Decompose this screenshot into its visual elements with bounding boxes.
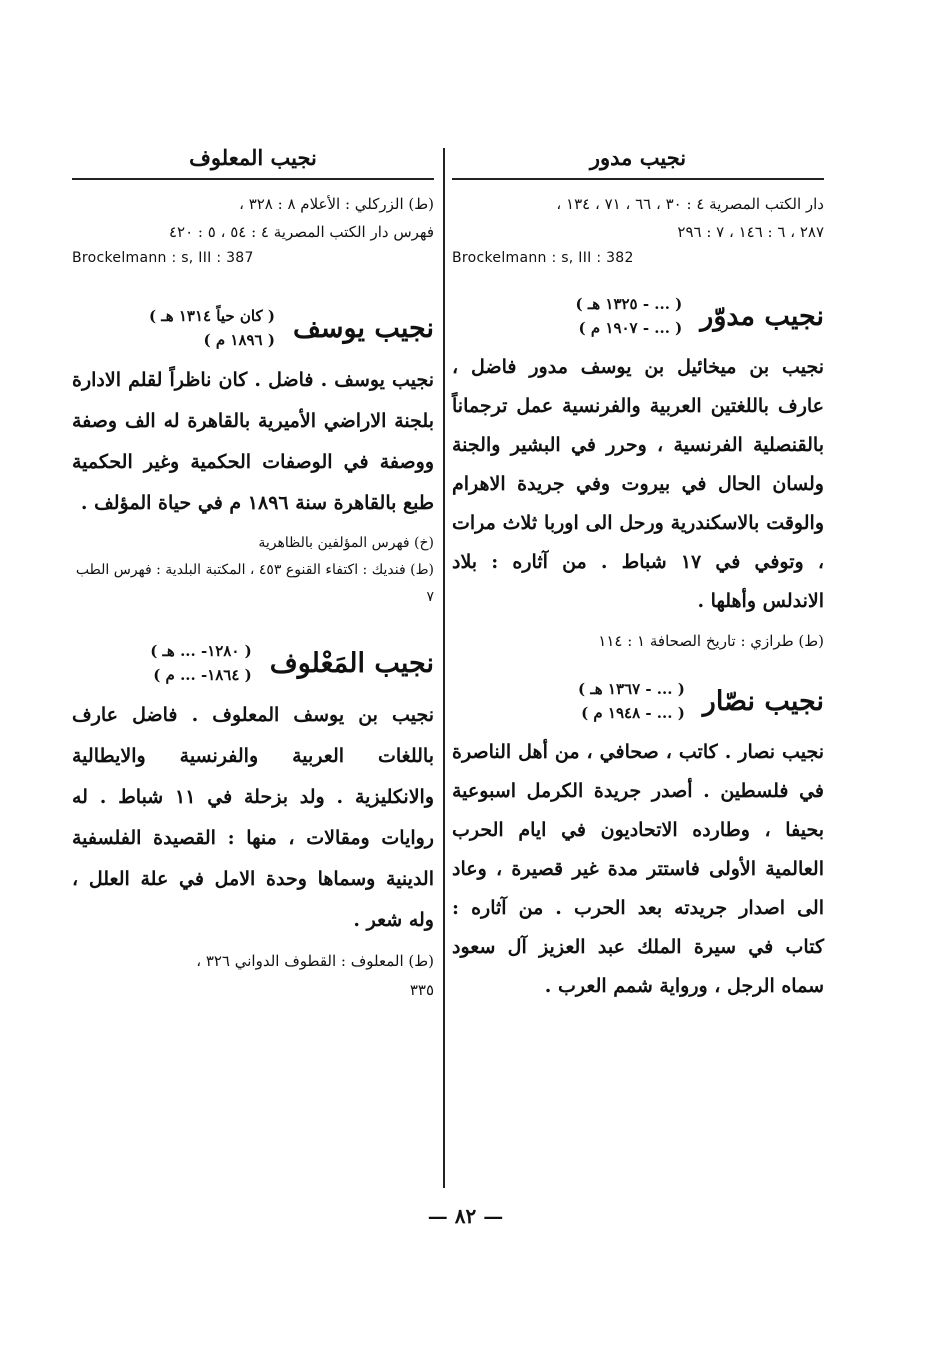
entry-date-gregorian: ( ١٨٦٤- ... م ) <box>153 666 252 684</box>
entry-date-gregorian: ( ... - ١٩٠٧ م ) <box>578 319 683 337</box>
entry-date-hijri: ( ... - ١٣٢٥ هـ ) <box>575 295 683 313</box>
right-top-latin-ref: Brockelmann : s, III : 382 <box>452 250 634 266</box>
column-divider <box>443 148 445 1188</box>
entry-date-hijri: ( كان حياً ١٣١٤ هـ ) <box>148 307 275 325</box>
entry-name-yusuf: نجيب يوسف <box>292 312 434 344</box>
entry-ref-maalouf: (ط) المعلوف : القطوف الدواني ٣٢٦ ، <box>196 952 434 970</box>
entry-date-gregorian: ( ١٨٩٦ م ) <box>203 331 275 349</box>
right-top-ref-line-1: دار الكتب المصرية ٤ : ٣٠ ، ٦٦ ، ٧١ ، ١٣٤ ، <box>556 195 824 213</box>
entry-dates-mudawwar <box>576 292 683 340</box>
entry-body-maalouf: نجيب بن يوسف المعلوف . فاضل عارف باللغات العربية والفرنسية والايطالية والانكليزية . ولد بزحلة في ١١ شباط . له روايات ومقالات ، منها : القصيدة الفلسفية الدينية وسماها وحدة الامل في علة العلل ، وله شعر . <box>72 704 435 931</box>
right-column-header: نجيب مدور <box>589 145 687 170</box>
entry-date-hijri: ( ١٢٨٠- ... هـ ) <box>150 642 252 660</box>
left-top-latin-ref: Brockelmann : s, III : 387 <box>72 250 254 266</box>
entry-name-nassar: نجيب نصّار <box>702 685 824 717</box>
entry-body-mudawwar: نجيب بن ميخائيل بن يوسف مدور فاضل ، عارف باللغتين العربية والفرنسية عمل ترجماناً بالقنصلية الفرنسية ، وحرر في البشير والجنة ولسان الحال في بيروت وفي جريدة الاهرام والوقت بالاسكندرية ورحل الى اوربا ثلاث مرات ، وتوفي في ١٧ شباط . من آثاره : بلاد الاندلس وأهلها . <box>452 356 825 612</box>
entry-dates-maalouf <box>150 639 252 687</box>
left-top-ref-line-2: فهرس دار الكتب المصرية ٤ : ٥٤ ، ٥ : ٤٢٠ <box>168 223 434 241</box>
entry-dates-yusuf <box>149 304 275 352</box>
entry-head-maalouf <box>72 639 434 687</box>
right-header-rule <box>452 178 824 180</box>
left-column-header: نجيب المعلوف <box>189 145 317 170</box>
entry-dates-nassar <box>578 677 685 725</box>
entry-body-yusuf: نجيب يوسف . فاضل . كان ناظراً لقلم الادارة بلجنة الاراضي الأميرية بالقاهرة له الف وصفة ووصفة في الوصفات الحكمية وغير الحكمية طبع بالقاهرة سنة ١٨٩٦ م في حياة المؤلف . <box>72 369 434 514</box>
sheet-number: ٣٣٥ <box>409 981 434 999</box>
entry-date-gregorian: ( ... - ١٩٤٨ م ) <box>581 704 685 722</box>
left-top-ref-line-1: (ط) الزركلي : الأعلام ٨ : ٣٢٨ ، <box>239 195 434 213</box>
entry-ref-yusuf-1: (خ) فهرس المؤلفين بالظاهرية <box>258 535 434 551</box>
entry-name-maalouf: نجيب المَعْلوف <box>269 647 434 679</box>
left-header-rule <box>72 178 434 180</box>
page-number: — ٨٢ — <box>427 1204 504 1228</box>
right-top-ref-line-2: ٢٨٧ ، ٦ : ١٤٦ ، ٧ : ٢٩٦ <box>677 223 824 241</box>
entry-head-yusuf <box>72 304 434 352</box>
entry-head-mudawwar <box>452 292 824 340</box>
entry-ref-yusuf-2: (ط) فنديك : اكتفاء القنوع ٤٥٣ ، المكتبة البلدية : فهرس الطب ٧ <box>75 562 434 605</box>
entry-ref-mudawwar: (ط) طرازي : تاريخ الصحافة ١ : ١١٤ <box>598 632 824 650</box>
entry-name-mudawwar: نجيب مدوّر <box>700 300 824 332</box>
right-column <box>452 140 824 1006</box>
entry-head-nassar <box>452 677 824 725</box>
entry-body-nassar: نجيب نصار . كاتب ، صحافي ، من أهل الناصرة في فلسطين . أصدر جريدة الكرمل اسبوعية بحيفا ، وطارده الاتحاديون في ايام الحرب العالمية الأولى فاستتر مدة غير قصيرة ، وعاد الى اصدار جريدته بعد الحرب . من آثاره : كتاب في سيرة الملك عبد العزيز آل سعود سماه الرجل ، ورواية شمم العرب . <box>452 741 824 997</box>
left-column <box>72 140 434 1005</box>
entry-date-hijri: ( ... - ١٣٦٧ هـ ) <box>578 680 685 698</box>
